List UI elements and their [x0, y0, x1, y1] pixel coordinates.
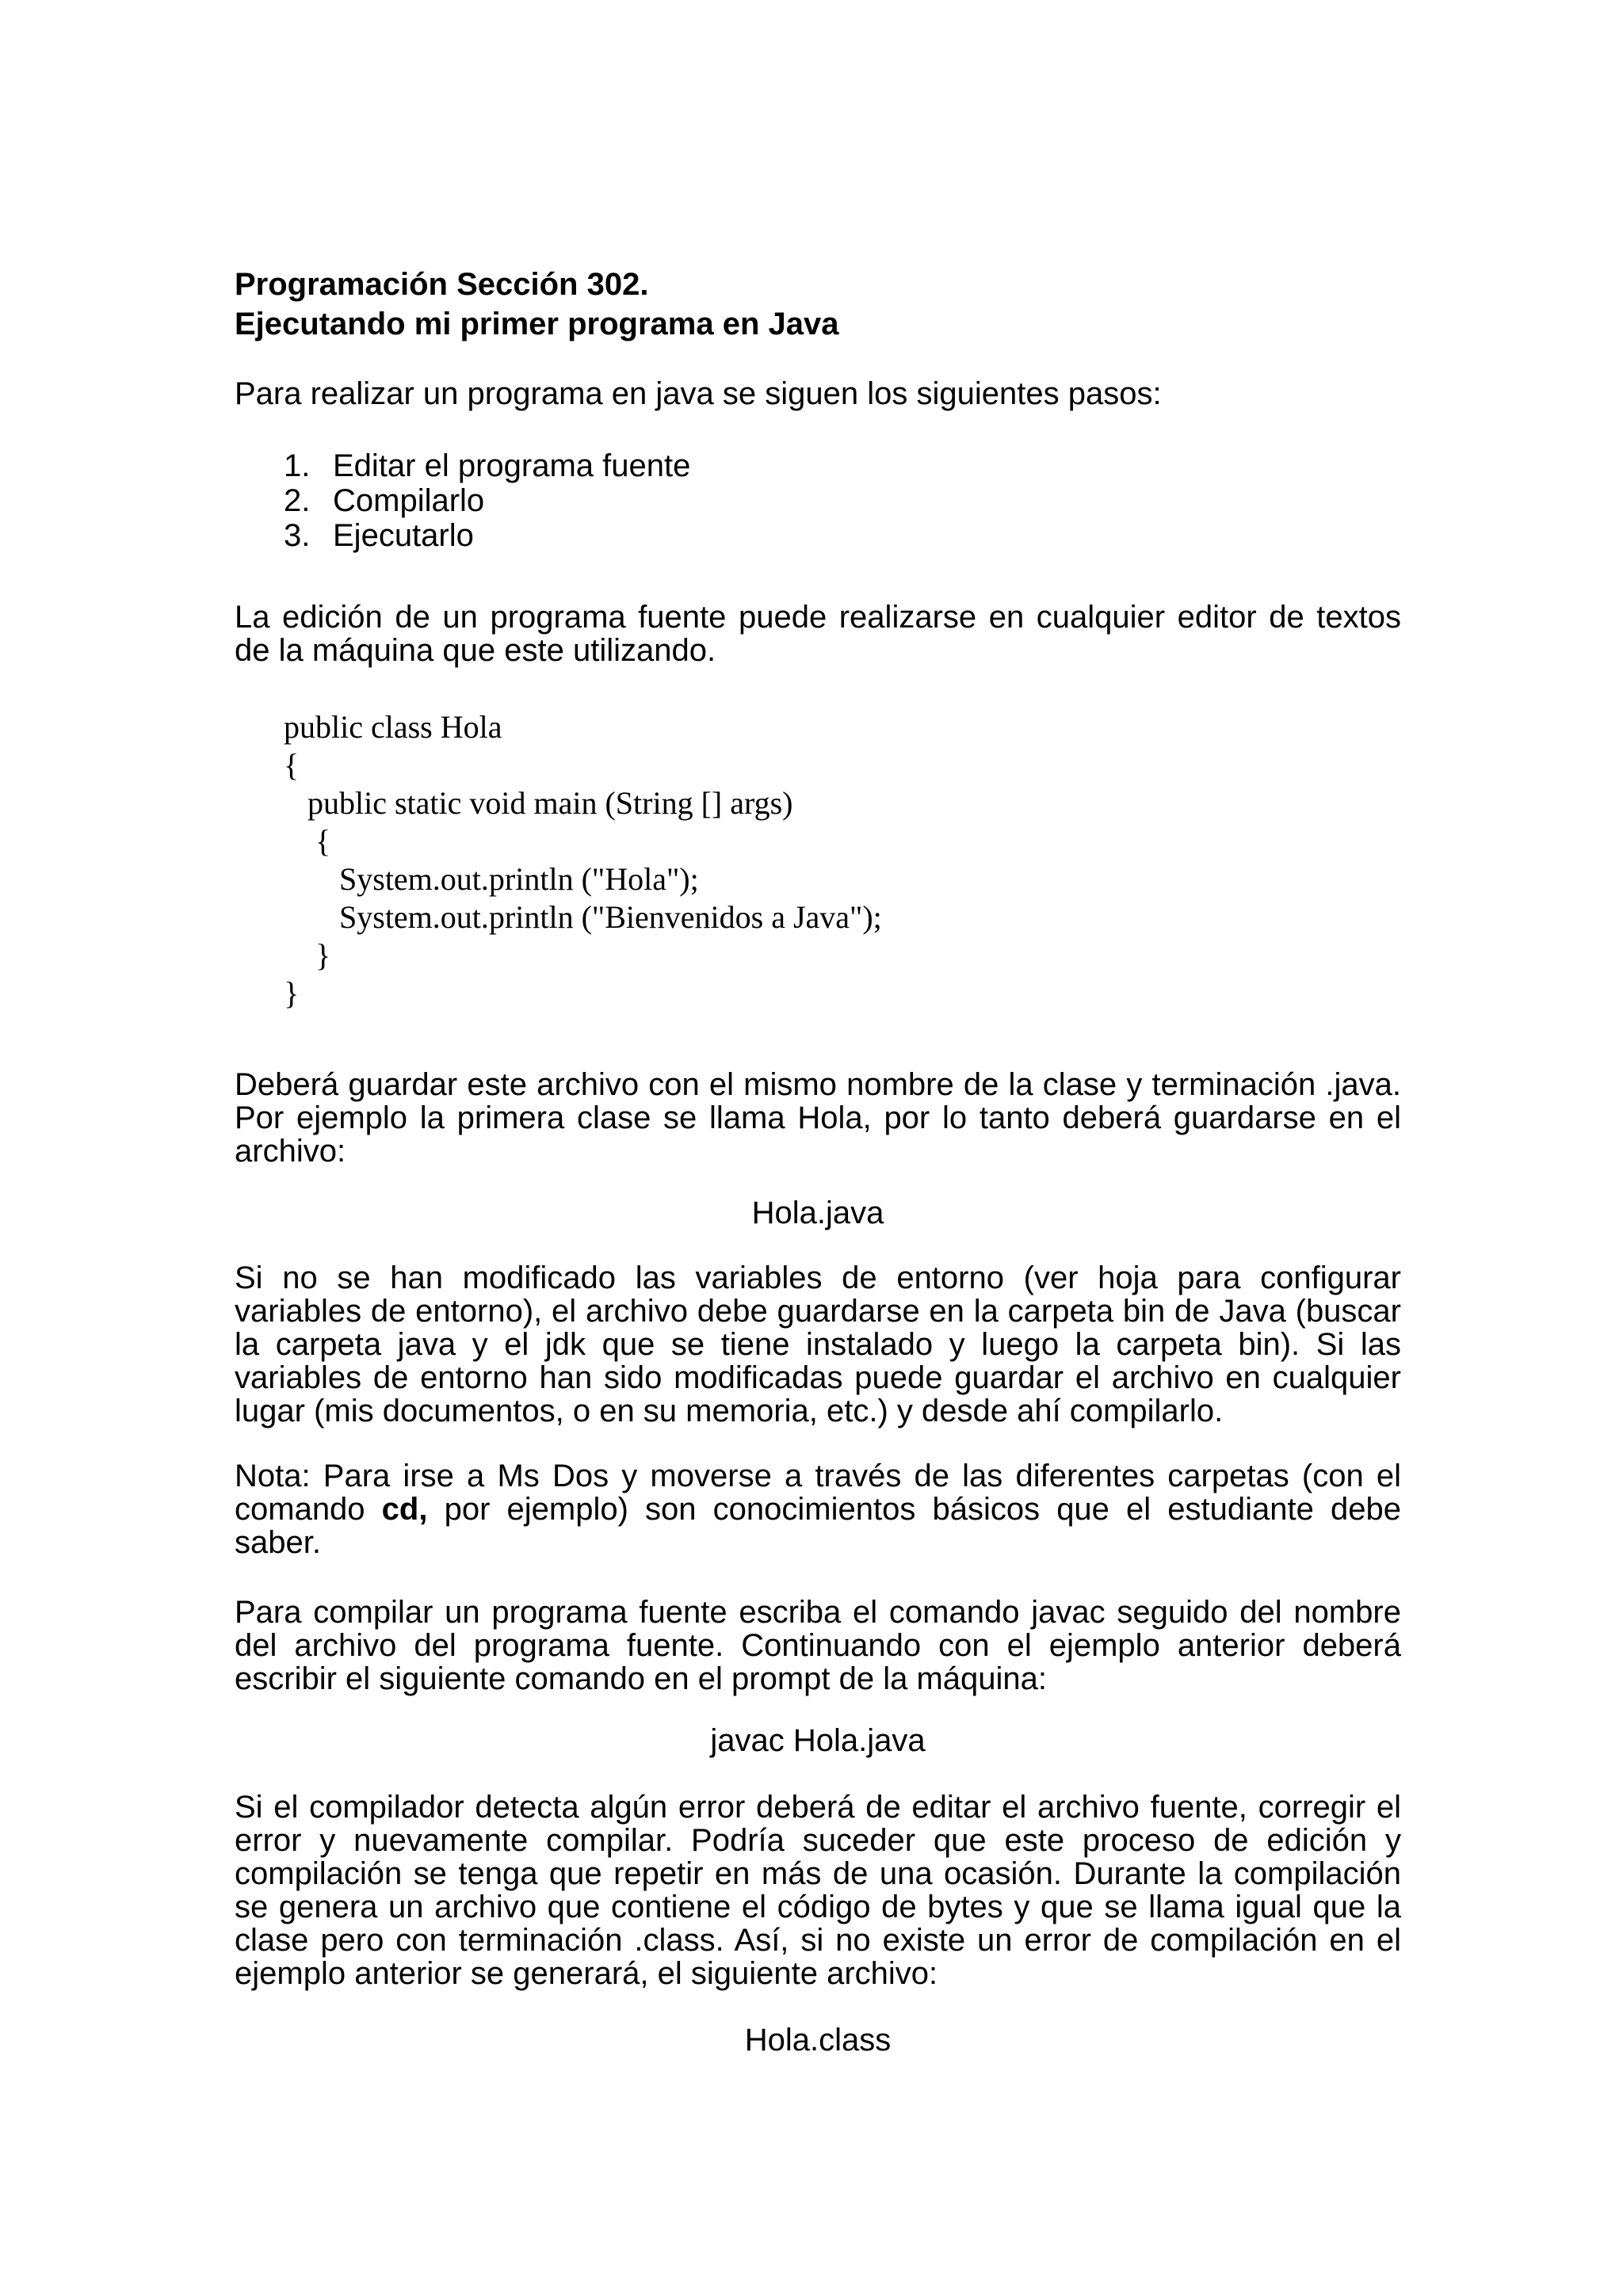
- list-item: [284, 518, 1401, 553]
- compile-paragraph: Para compilar un programa fuente escriba el comando javac seguido del nombre del archivo del programa fuente. Continuando con el ejemplo anterior deberá escribir el siguiente comando en el prompt de la máquina:: [235, 1595, 1401, 1696]
- steps-list: [235, 448, 1401, 553]
- file-name-class: Hola.class: [744, 2023, 892, 2058]
- error-paragraph: Si el compilador detecta algún error deberá de editar el archivo fuente, corregir el error y nuevamente compilar. Podría suceder que este proceso de edición y compilación se tenga que repetir en más de una ocasión. Durante la compilación se genera un archivo que contiene el código de bytes y que se llama igual que la clase pero con terminación .class. Así, si no existe un error de compilación en el ejemplo anterior se generará, el siguiente archivo:: [235, 1790, 1401, 1991]
- code-line: System.out.println ("Bienvenidos a Java");: [284, 899, 882, 935]
- save-paragraph: Deberá guardar este archivo con el mismo nombre de la clase y terminación .java. Por ejemplo la primera clase se llama Hola, por lo tanto deberá guardarse en el archivo:: [235, 1067, 1401, 1169]
- list-item: [284, 483, 1401, 518]
- note-text-end: por ejemplo) son conocimientos básicos que el estudiante debe saber.: [235, 1492, 1401, 1560]
- code-block: [284, 708, 1401, 1013]
- document-page: [235, 265, 1401, 2057]
- list-item-number: 2.: [284, 483, 311, 518]
- document-title-line-2: Ejecutando mi primer programa en Java: [235, 307, 839, 341]
- note-paragraph: [235, 1459, 1401, 1559]
- code-line: }: [284, 975, 300, 1011]
- compile-command: javac Hola.java: [710, 1723, 926, 1758]
- note-text-start: Nota: Para irse a Ms Dos y moverse a través de las diferentes carpetas (con el comando: [235, 1459, 1401, 1527]
- list-item-number: 1.: [284, 448, 311, 483]
- list-item-text: Compilarlo: [333, 483, 485, 518]
- document-title-line-1: Programación Sección 302.: [235, 267, 649, 302]
- code-line: public class Hola: [284, 709, 502, 745]
- list-item-number: 3.: [284, 518, 311, 553]
- intro-paragraph: Para realizar un programa en java se siguen los siguientes pasos:: [235, 376, 1162, 411]
- list-item-text: Editar el programa fuente: [333, 448, 691, 483]
- code-line: System.out.println ("Hola");: [284, 861, 699, 897]
- list-item-text: Ejecutarlo: [333, 518, 474, 553]
- edition-paragraph: La edición de un programa fuente puede realizarse en cualquier editor de textos de la máquina que este utilizando.: [235, 600, 1401, 668]
- environment-paragraph: Si no se han modificado las variables de entorno (ver hoja para configurar variables de entorno), el archivo debe guardarse en la carpeta bin de Java (buscar la carpeta java y el jdk que se tiene instalado y luego la carpeta bin). Si las variables de entorno han sido modificadas puede guardar el archivo en cualquier lugar (mis documentos, o en su memoria, etc.) y desde ahí compilarlo.: [235, 1261, 1401, 1428]
- file-name-java: Hola.java: [751, 1196, 884, 1230]
- code-line: {: [284, 747, 300, 783]
- code-line: {: [284, 823, 331, 859]
- note-command: cd,: [381, 1492, 428, 1527]
- list-item: [284, 448, 1401, 483]
- code-line: public static void main (String [] args): [284, 785, 793, 821]
- code-line: }: [284, 937, 331, 973]
